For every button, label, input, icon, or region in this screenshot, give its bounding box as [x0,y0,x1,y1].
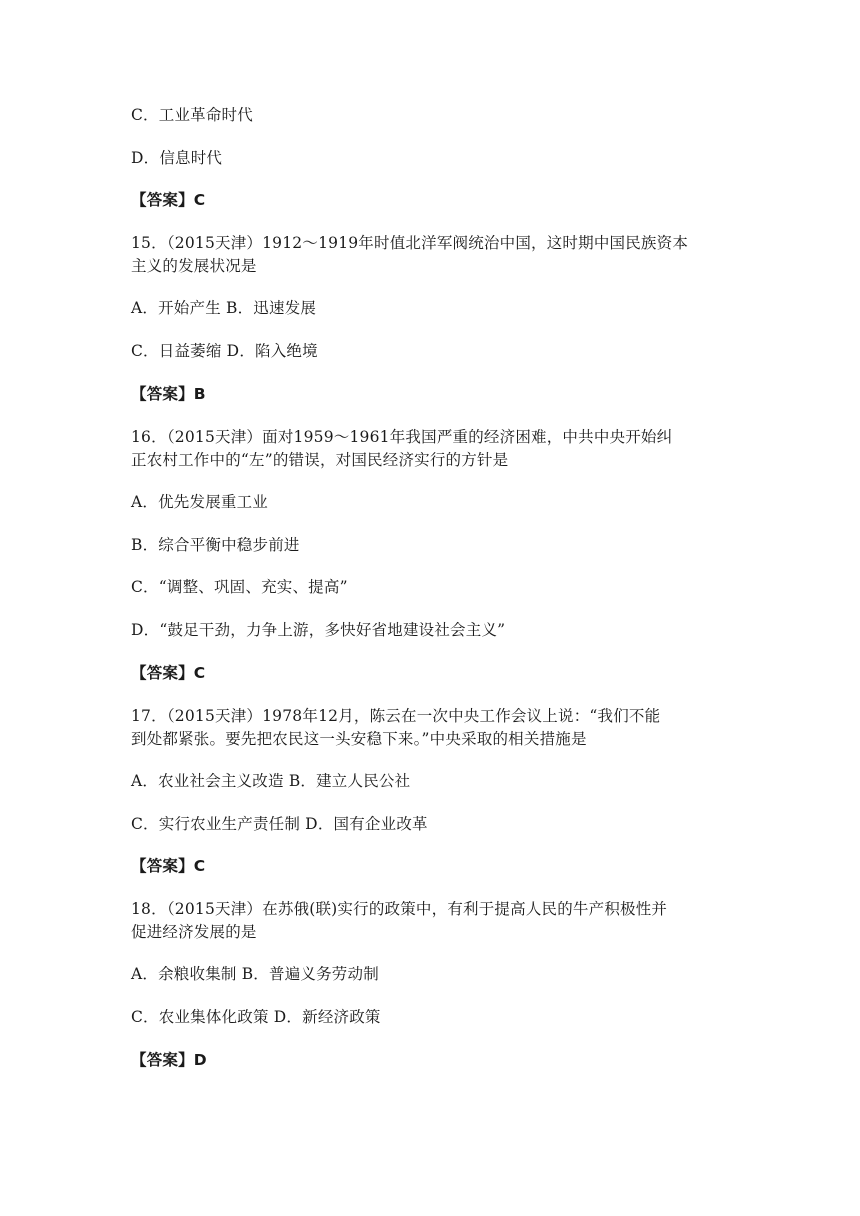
answer-q14: 【答案】C [131,191,206,209]
option-c-q14: C．工业革命时代 [131,106,253,124]
question-18-line-1: 18．（2015天津）在苏俄(联)实行的政策中，有利于提高人民的牛产积极性并 [131,900,668,918]
options-ab-q17: A．农业社会主义改造 B．建立人民公社 [131,772,411,790]
question-18-line-2: 促进经济发展的是 [131,923,257,941]
option-a-q16: A．优先发展重工业 [131,493,268,511]
question-17-line-1: 17．（2015天津）1978年12月，陈云在一次中央工作会议上说：“我们不能 [131,707,661,725]
option-d-q16: D．“鼓足干劲，力争上游，多快好省地建设社会主义” [131,621,506,639]
question-15-line-1: 15．（2015天津）1912～1919年时值北洋军阀统治中国，这时期中国民族资本 [131,234,689,252]
question-15-line-2: 主义的发展状况是 [131,257,257,275]
answer-q18: 【答案】D [131,1051,207,1069]
options-ab-q15: A．开始产生 B．迅速发展 [131,299,317,317]
options-cd-q17: C．实行农业生产责任制 D．国有企业改革 [131,815,428,833]
options-ab-q18: A．余粮收集制 B．普遍义务劳动制 [131,965,379,983]
question-16-line-1: 16．（2015天津）面对1959～1961年我国严重的经济困难，中共中央开始纠 [131,428,673,446]
options-cd-q15: C．日益萎缩 D．陷入绝境 [131,342,318,360]
question-17-line-2: 到处都紧张。要先把农民这一头安稳下来。”中央采取的相关措施是 [131,730,587,748]
question-16-line-2: 正农村工作中的“左”的错误，对国民经济实行的方针是 [131,451,509,469]
answer-q15: 【答案】B [131,385,206,403]
option-b-q16: B．综合平衡中稳步前进 [131,536,300,554]
answer-q17: 【答案】C [131,857,206,875]
option-d-q14: D．信息时代 [131,149,223,167]
option-c-q16: C．“调整、巩固、充实、提高” [131,578,348,596]
options-cd-q18: C．农业集体化政策 D．新经济政策 [131,1008,381,1026]
answer-q16: 【答案】C [131,664,206,682]
